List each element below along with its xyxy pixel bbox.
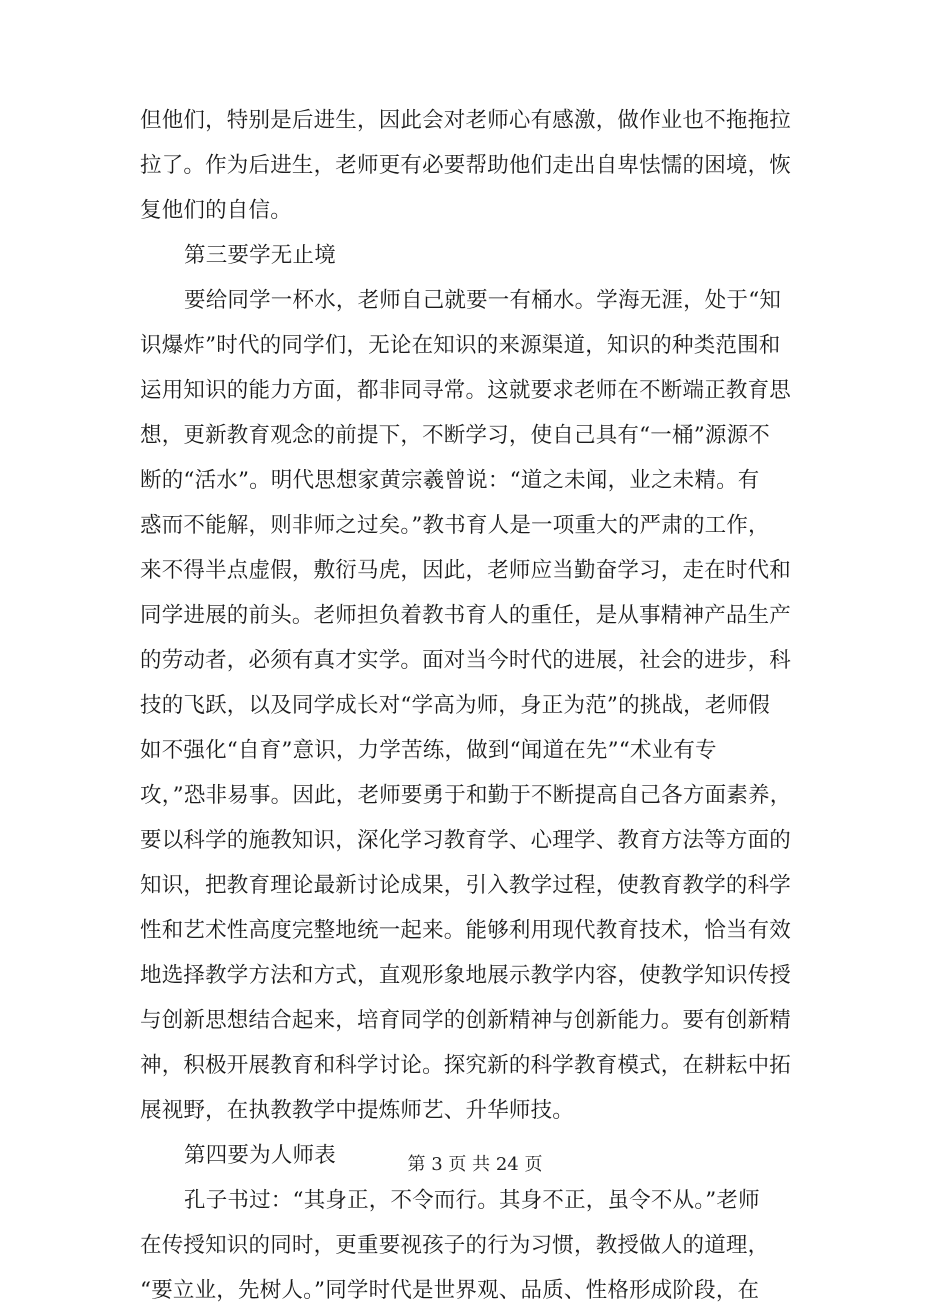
text-line: 孔子书过：“其身正，不令而行。其身不正，虽令不从。”老师: [184, 1188, 760, 1213]
text-line: 同学进展的前头。老师担负着教书育人的重任，是从事精神产品生产: [140, 603, 792, 628]
section-heading: 第三要学无止境: [184, 243, 336, 268]
text-line: 要给同学一杯水，老师自己就要一有桶水。学海无涯，处于“知: [184, 288, 782, 313]
text-line: 与创新思想结合起来，培育同学的创新精神与创新能力。要有创新精: [140, 1008, 792, 1033]
text-line: 神，积极开展教育和科学讨论。探究新的科学教育模式，在耕耘中拓: [140, 1053, 792, 1078]
text-line: 复他们的自信。: [140, 198, 292, 223]
text-line: 如不强化“自育”意识，力学苦练，做到“闻道在先”“术业有专: [140, 738, 717, 763]
text-line: 识爆炸”时代的同学们，无论在知识的来源渠道，知识的种类范围和: [140, 333, 781, 358]
text-line: 但他们，特别是后进生，因此会对老师心有感激，做作业也不拖拖拉: [140, 108, 792, 133]
text-line: 知识，把教育理论最新讨论成果，引入教学过程，使教育教学的科学: [140, 873, 792, 898]
text-line: 技的飞跃，以及同学成长对“学高为师，身正为范”的挑战，老师假: [140, 693, 770, 718]
text-line: 来不得半点虚假，敷衍马虎，因此，老师应当勤奋学习，走在时代和: [140, 558, 792, 583]
text-line: 的劳动者，必须有真才实学。面对当今时代的进展，社会的进步，科: [140, 648, 792, 673]
text-line: 想，更新教育观念的前提下，不断学习，使自己具有“一桶”源源不: [140, 423, 770, 448]
text-line: 地选择教学方法和方式，直观形象地展示教学内容，使教学知识传授: [140, 963, 792, 988]
text-line: 运用知识的能力方面，都非同寻常。这就要求老师在不断端正教育思: [140, 378, 792, 403]
page-number-footer: 第 3 页 共 24 页: [407, 1154, 543, 1175]
text-line: 要以科学的施教知识，深化学习教育学、心理学、教育方法等方面的: [140, 828, 792, 853]
text-line: 展视野，在执教教学中提炼师艺、升华师技。: [140, 1098, 575, 1123]
text-line: 在传授知识的同时，更重要视孩子的行为习惯，教授做人的道理，: [140, 1233, 770, 1258]
text-line: 断的“活水”。明代思想家黄宗羲曾说：“道之未闻，业之未精。有: [140, 468, 760, 493]
text-line: 性和艺术性高度完整地统一起来。能够利用现代教育技术，恰当有效: [140, 918, 792, 943]
section-heading: 第四要为人师表: [184, 1143, 336, 1168]
text-line: 拉了。作为后进生，老师更有必要帮助他们走出自卑怯懦的困境，恢: [140, 153, 792, 178]
text-line: 惑而不能解，则非师之过矣。”教书育人是一项重大的严肃的工作，: [140, 513, 770, 538]
document-body: [140, 98, 820, 1313]
text-line: 攻，”恐非易事。因此，老师要勇于和勤于不断提高自己各方面素养，: [140, 783, 792, 808]
text-line: “要立业，先树人。”同学时代是世界观、品质、性格形成阶段，在: [140, 1278, 760, 1303]
